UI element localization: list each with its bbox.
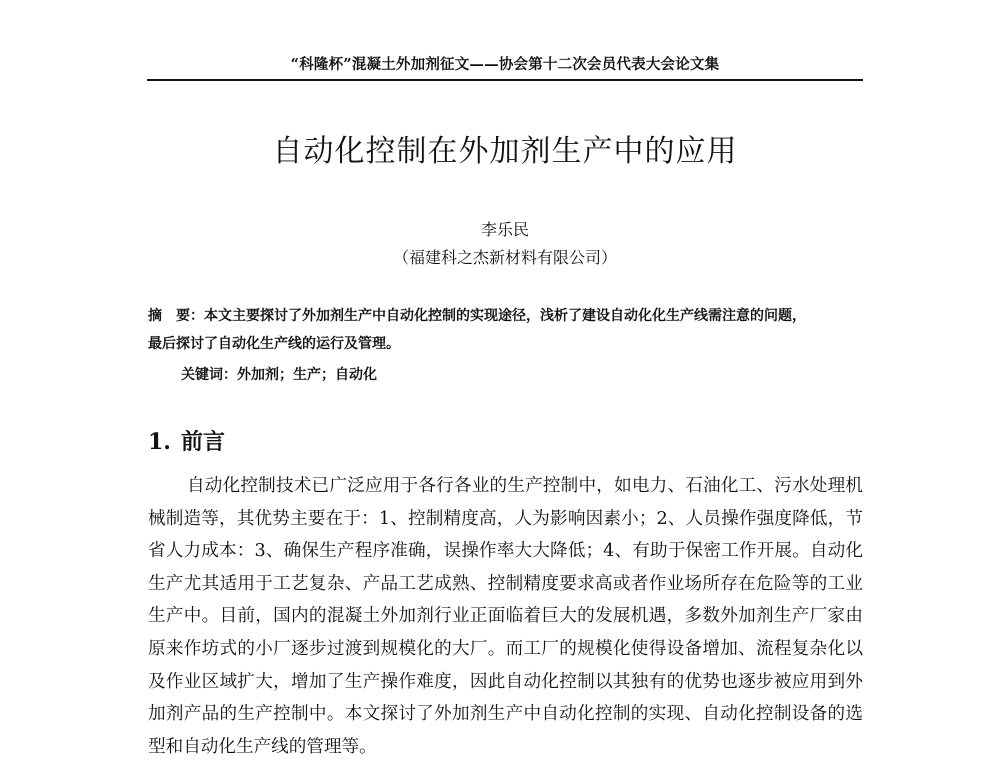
- body-line: 及作业区域扩大，增加了生产操作难度，因此自动化控制以其独有的优势也逐步被应用到外: [148, 671, 863, 692]
- abstract-line: 本文主要探讨了外加剂生产中自动化控制的实现途径，浅析了建设自动化化生产线需注意的问题，: [204, 308, 806, 324]
- abstract: [148, 302, 863, 358]
- keywords: [181, 364, 861, 384]
- section-heading: [148, 425, 225, 456]
- header-rule: [147, 79, 863, 81]
- abstract-label: 摘 要：: [148, 308, 204, 324]
- body-line: 生产尤其适用于工艺复杂、产品工艺成熟、控制精度要求高或者作业场所存在危险等的工业: [148, 573, 863, 594]
- body-line: 生产中。目前，国内的混凝土外加剂行业正面临着巨大的发展机遇，多数外加剂生产厂家由: [148, 606, 863, 627]
- keywords-value: 外加剂；生产；自动化: [237, 367, 377, 383]
- body-line: 械制造等，其优势主要在于：1、控制精度高，人为影响因素小；2、人员操作强度降低，节: [148, 508, 863, 529]
- section-number: 1.: [148, 429, 171, 455]
- abstract-line: 最后探讨了自动化生产线的运行及管理。: [148, 336, 400, 352]
- keywords-label: 关键词：: [181, 367, 237, 383]
- section-body: [148, 470, 863, 763]
- body-line: 省人力成本：3、确保生产程序准确，误操作率大大降低；4、有助于保密工作开展。自动化: [148, 541, 863, 562]
- author-name: 李乐民: [480, 220, 529, 239]
- body-line: 加剂产品的生产控制中。本文探讨了外加剂生产中自动化控制的实现、自动化控制设备的选: [148, 704, 863, 725]
- author-affiliation: （福建科之杰新材料有限公司）: [392, 248, 617, 267]
- section-title: 前言: [180, 430, 225, 455]
- paper-title: 自动化控制在外加剂生产中的应用: [272, 134, 738, 169]
- body-line: 型和自动化生产线的管理等。: [148, 736, 377, 757]
- running-header: “科隆杯”混凝土外加剂征文——协会第十二次会员代表大会论文集: [290, 56, 720, 73]
- body-line: 原来作坊式的小厂逐步过渡到规模化的大厂。而工厂的规模化使得设备增加、流程复杂化以: [148, 638, 863, 659]
- body-line: 自动化控制技术已广泛应用于各行各业的生产控制中，如电力、石油化工、污水处理机: [187, 476, 863, 496]
